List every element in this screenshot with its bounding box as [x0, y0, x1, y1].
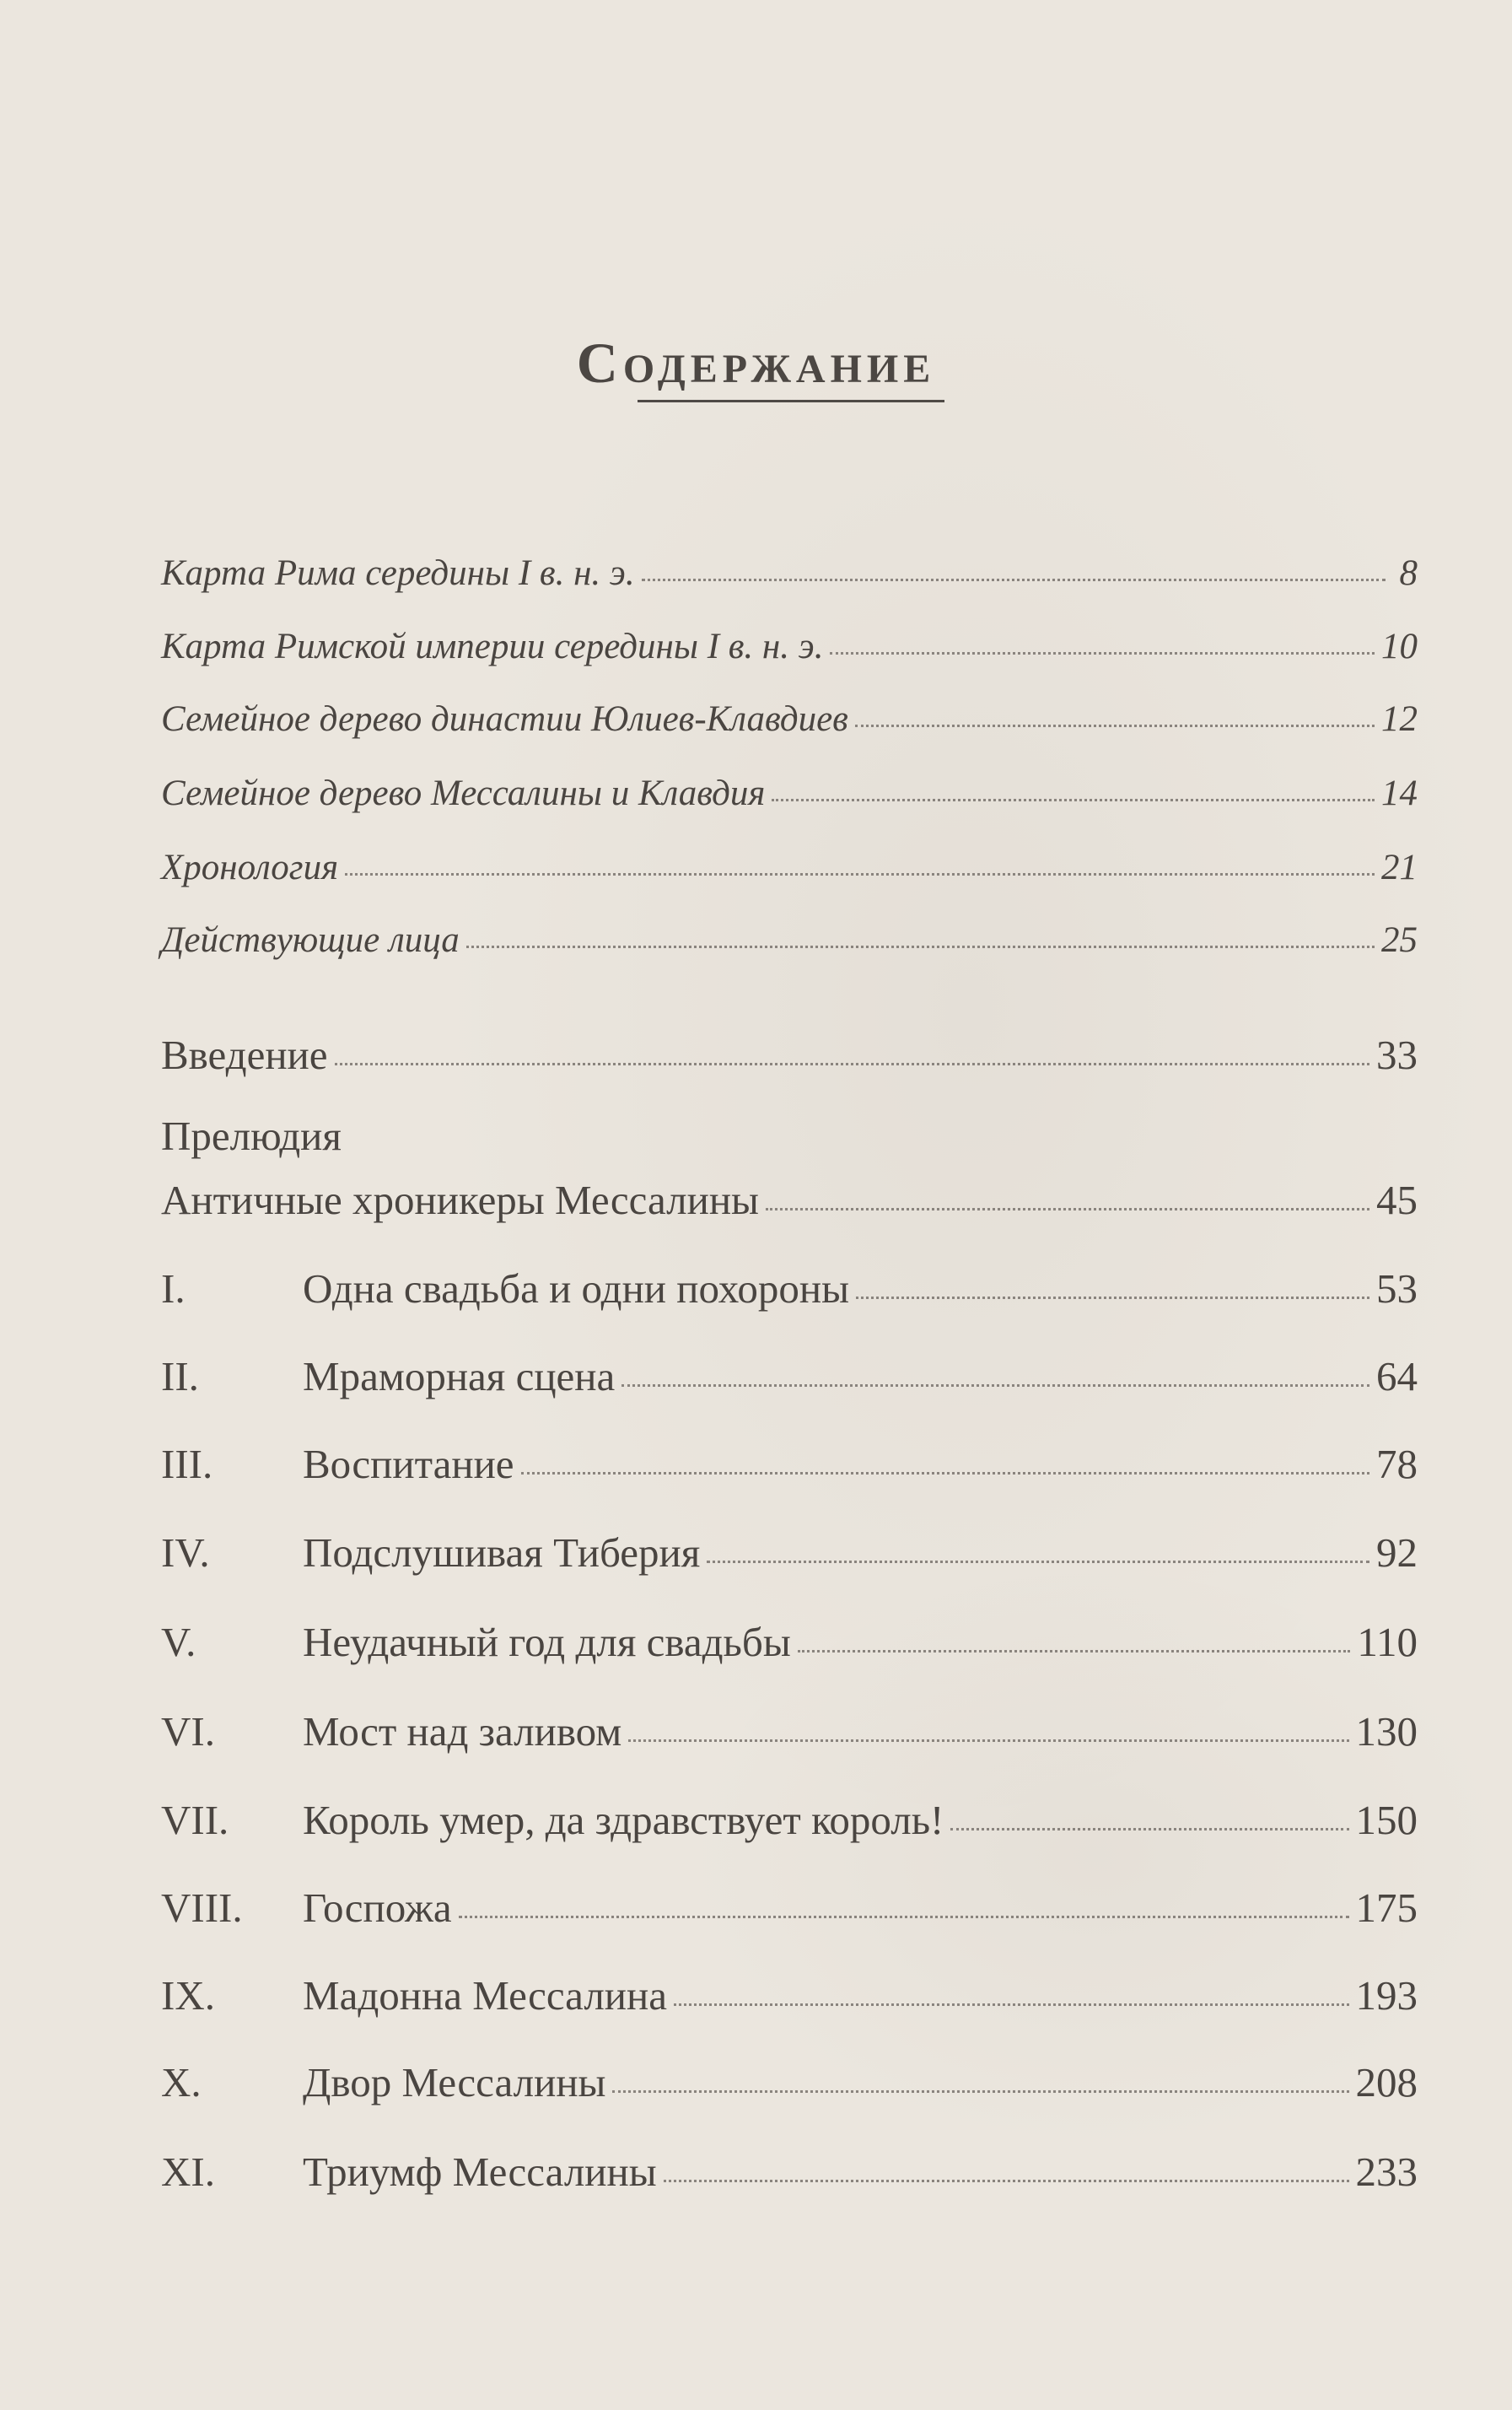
chapter-number: VII.	[161, 1797, 229, 1843]
chapter-number: X.	[161, 2059, 202, 2105]
chapter-title: Госпожа	[303, 1884, 452, 1931]
prelude-heading: Прелюдия	[161, 1113, 342, 1159]
chapter-title: Мадонна Мессалина	[303, 1972, 668, 2019]
toc-entry[interactable]	[161, 698, 1418, 749]
dot-leader	[335, 1061, 1369, 1065]
chapter-number: VIII.	[161, 1884, 243, 1931]
dot-leader	[466, 944, 1375, 948]
toc-entry-label: Семейное дерево династии Юлиев-Клавдиев	[161, 699, 848, 739]
chapter-title: Двор Мессалины	[303, 2059, 606, 2105]
toc-chapter[interactable]	[161, 1264, 1418, 1315]
dot-leader	[621, 1383, 1369, 1387]
chapter-number: XI.	[161, 2149, 215, 2195]
dot-leader	[855, 723, 1375, 727]
chapter-page: 110	[1357, 1619, 1418, 1665]
dot-leader	[521, 1470, 1369, 1475]
chapter-page: 193	[1355, 1972, 1418, 2019]
chapter-page: 78	[1376, 1441, 1418, 1487]
toc-entry-page: 45	[1376, 1177, 1418, 1223]
chapter-title: Мраморная сцена	[303, 1353, 616, 1399]
dot-leader	[707, 1559, 1369, 1563]
dot-leader	[772, 797, 1375, 801]
toc-chapter[interactable]	[161, 1528, 1418, 1579]
chapter-page: 150	[1355, 1797, 1418, 1843]
chapter-title: Триумф Мессалины	[303, 2149, 657, 2195]
toc-entry-page: 8	[1399, 553, 1418, 593]
chapter-page: 175	[1355, 1884, 1418, 1931]
toc-entry-prelude[interactable]	[161, 1176, 1418, 1227]
toc-entry-label: Античные хроникеры Мессалины	[161, 1177, 759, 1223]
toc-entry[interactable]	[161, 919, 1418, 970]
toc-chapter[interactable]	[161, 1884, 1418, 1934]
page-title: Содержание	[576, 330, 936, 395]
toc-chapter[interactable]	[161, 1971, 1418, 2022]
dot-leader	[612, 2089, 1348, 2093]
toc-entry[interactable]	[161, 773, 1418, 823]
toc-chapter[interactable]	[161, 1618, 1418, 1669]
dot-leader	[856, 1295, 1369, 1299]
chapter-number: VI.	[161, 1708, 215, 1755]
toc-entry-page: 14	[1381, 774, 1418, 813]
chapter-page: 64	[1376, 1353, 1418, 1399]
dot-leader	[459, 1914, 1349, 1918]
chapter-number: IX.	[161, 1972, 215, 2019]
chapter-number: III.	[161, 1441, 213, 1487]
chapter-title: Мост над заливом	[303, 1708, 622, 1755]
toc-entry-page: 33	[1376, 1032, 1418, 1078]
chapter-title: Подслушивая Тиберия	[303, 1529, 701, 1576]
dot-leader	[766, 1206, 1369, 1210]
toc-chapter[interactable]	[161, 2148, 1418, 2198]
toc-entry-label: Введение	[161, 1032, 328, 1078]
toc-entry-page: 21	[1381, 848, 1418, 887]
toc-entry-label: Семейное дерево Мессалины и Клавдия	[161, 774, 766, 813]
toc-chapter[interactable]	[161, 1707, 1418, 1758]
toc-entry-page: 25	[1381, 920, 1418, 960]
chapter-title: Воспитание	[303, 1441, 514, 1487]
toc-entry[interactable]	[161, 626, 1418, 677]
dot-leader	[830, 650, 1375, 655]
toc-chapter[interactable]	[161, 1440, 1418, 1491]
dot-leader	[950, 1826, 1348, 1830]
title-divider	[638, 400, 944, 402]
chapter-number: IV.	[161, 1529, 210, 1576]
chapter-title: Одна свадьба и одни похороны	[303, 1265, 850, 1312]
dot-leader	[674, 2002, 1348, 2006]
dot-leader	[664, 2178, 1349, 2182]
toc-entry-label: Карта Рима середины I в. н. э.	[161, 553, 635, 593]
toc-entry-label: Хронология	[161, 848, 339, 887]
chapter-page: 208	[1355, 2059, 1418, 2105]
chapter-number: V.	[161, 1619, 196, 1665]
toc-chapter[interactable]	[161, 2058, 1418, 2109]
toc-entry-page: 10	[1381, 627, 1418, 666]
chapter-number: I.	[161, 1265, 186, 1312]
chapter-page: 130	[1355, 1708, 1418, 1755]
chapter-title: Король умер, да здравствует король!	[303, 1797, 944, 1843]
toc-entry-introduction[interactable]	[161, 1031, 1418, 1081]
dot-leader	[628, 1738, 1348, 1742]
toc-entry-page: 12	[1381, 699, 1418, 739]
toc-entry[interactable]	[161, 847, 1418, 898]
chapter-number: II.	[161, 1353, 199, 1399]
toc-entry-label: Карта Римской империи середины I в. н. э.	[161, 627, 824, 666]
toc-chapter[interactable]	[161, 1352, 1418, 1403]
chapter-title: Неудачный год для свадьбы	[303, 1619, 791, 1665]
dot-leader	[798, 1648, 1351, 1652]
dot-leader	[345, 871, 1375, 876]
chapter-page: 92	[1376, 1529, 1418, 1576]
toc-entry-label: Действующие лица	[161, 920, 460, 960]
dot-leader	[642, 577, 1386, 581]
toc-chapter[interactable]	[161, 1796, 1418, 1847]
chapter-page: 233	[1355, 2149, 1418, 2195]
chapter-page: 53	[1376, 1265, 1418, 1312]
toc-entry[interactable]	[161, 553, 1418, 603]
